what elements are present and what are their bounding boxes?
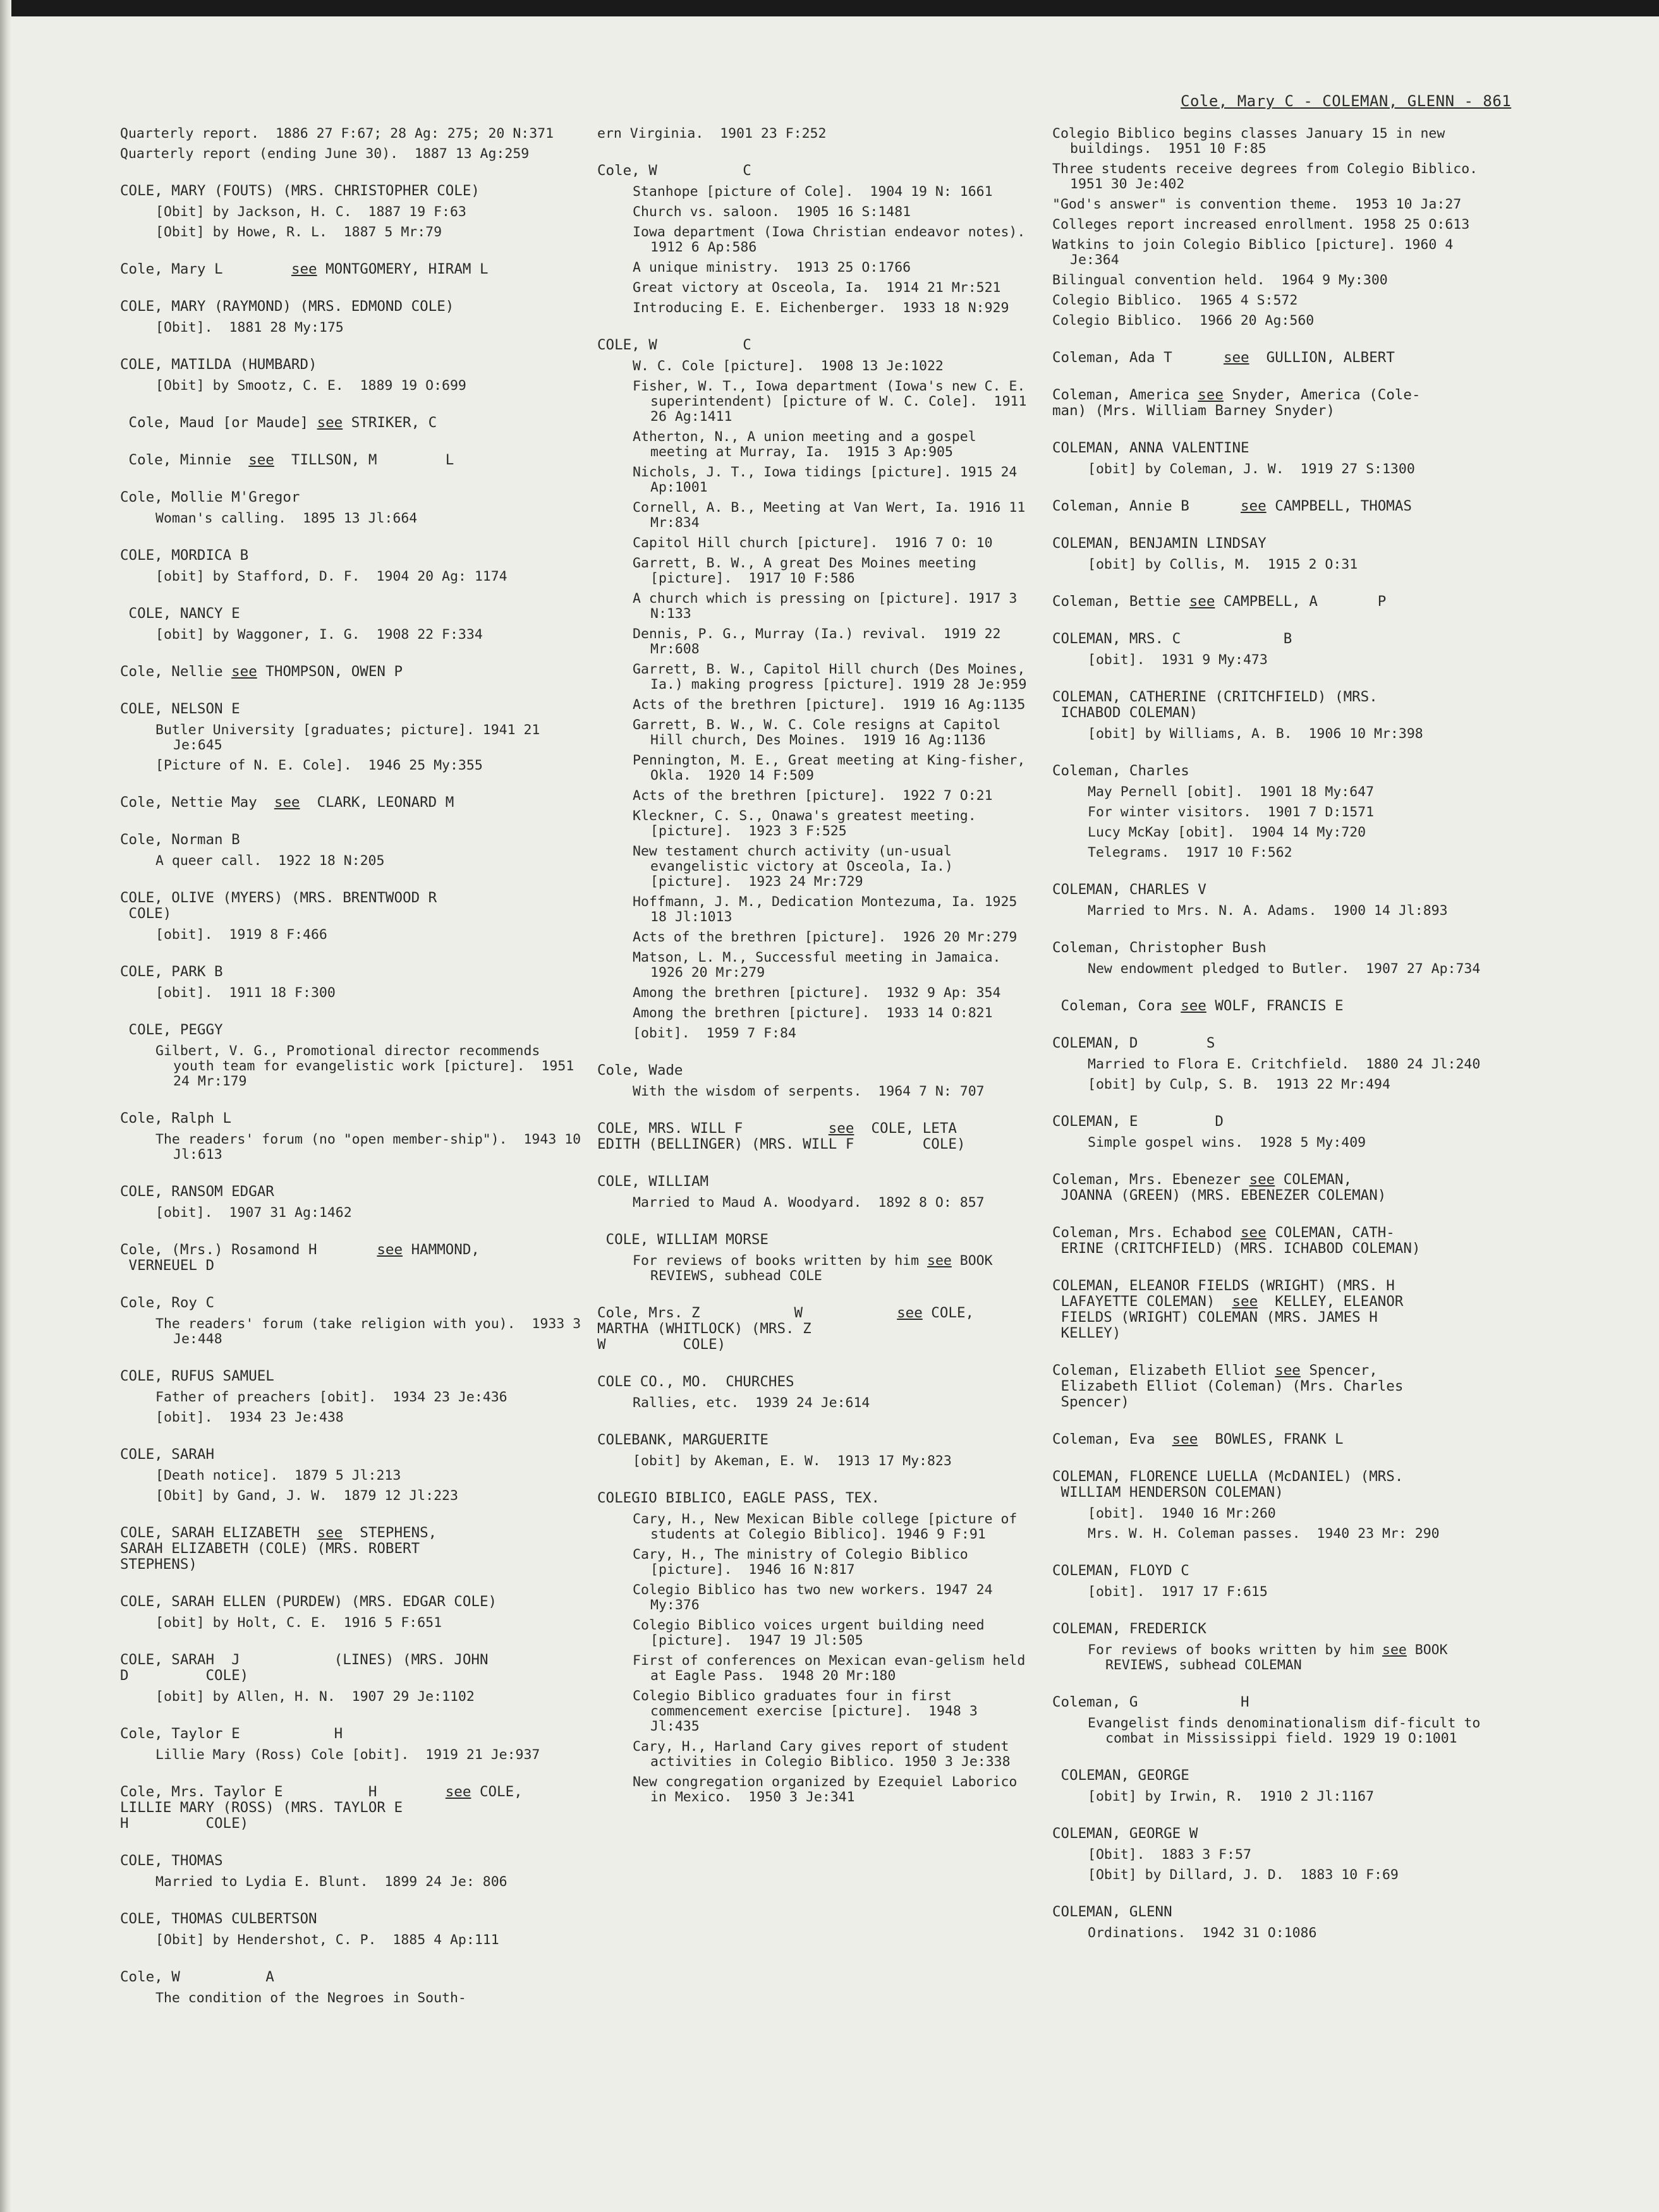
entry-heading: Cole, Mrs. Taylor E H see COLE, LILLIE MARY (ROSS) (MRS. TAYLOR E H COLE) xyxy=(120,1784,523,1832)
citation-line: Married to Mrs. N. A. Adams. 1900 14 Jl:893 xyxy=(1088,903,1448,919)
citation-line: [obit]. 1911 18 F:300 xyxy=(155,985,336,1001)
index-entry xyxy=(1052,387,1495,419)
entry-heading: Coleman, Mrs. Echabod see COLEMAN, CATH- ERINE (CRITCHFIELD) (MRS. ICHABOD COLEMAN) xyxy=(1052,1224,1421,1257)
entry-heading: COLEMAN, GEORGE xyxy=(1052,1767,1189,1784)
citation-line: Cary, H., Harland Cary gives report of student activities in Colegio Biblico. 1950 3 Je:338 xyxy=(633,1739,1018,1770)
index-entry xyxy=(1052,1225,1495,1257)
citation-line: [Obit] by Gand, J. W. 1879 12 Jl:223 xyxy=(155,1488,458,1504)
see-reference: see xyxy=(291,261,317,277)
entry-heading: Cole, Ralph L xyxy=(120,1110,232,1127)
see-reference: see xyxy=(377,1242,403,1258)
entry-heading: Coleman, Charles xyxy=(1052,763,1189,779)
citation-line: First of conferences on Mexican evan-gelism held at Eagle Pass. 1948 20 Mr:180 xyxy=(633,1653,1034,1684)
see-reference: see xyxy=(1223,349,1249,366)
citation-line: Nichols, J. T., Iowa tidings [picture]. 1915 24 Ap:1001 xyxy=(633,464,1026,495)
index-entry xyxy=(120,606,588,643)
see-reference: see xyxy=(1241,1224,1267,1241)
citation-line: Gilbert, V. G., Promotional director recommends youth team for evangelistic work [picture]. 1951 24 Mr:179 xyxy=(155,1043,583,1089)
index-entry xyxy=(120,701,588,773)
citation-line: Colegio Biblico graduates four in first commencement exercise [picture]. 1948 3 Jl:435 xyxy=(633,1688,986,1734)
index-entry xyxy=(120,1295,588,1347)
citation-line: Married to Lydia E. Blunt. 1899 24 Je: 806 xyxy=(155,1874,507,1890)
index-entry xyxy=(1052,689,1495,742)
index-entry xyxy=(597,1232,1027,1284)
citation-line: Lillie Mary (Ross) Cole [obit]. 1919 21 Je:937 xyxy=(155,1747,540,1763)
entry-heading: Cole, Mary L see MONTGOMERY, HIRAM L xyxy=(120,261,489,277)
index-column-2 xyxy=(597,126,1042,1827)
entry-heading: COLE, SARAH J (LINES) (MRS. JOHN D COLE) xyxy=(120,1652,489,1684)
index-entry xyxy=(120,262,588,277)
citation-line: A queer call. 1922 18 N:205 xyxy=(155,853,385,869)
citation-line: Pennington, M. E., Great meeting at King-fisher, Okla. 1920 14 F:509 xyxy=(633,752,1034,783)
index-entry xyxy=(120,1184,588,1221)
index-entry xyxy=(120,1784,588,1832)
citation-line: [Obit] by Smootz, C. E. 1889 19 O:699 xyxy=(155,378,466,394)
see-reference: see xyxy=(1189,593,1215,610)
index-entry xyxy=(597,1174,1027,1211)
citation-line: Acts of the brethren [picture]. 1919 16 Ag:1135 xyxy=(633,697,1026,713)
entry-heading: Coleman, Elizabeth Elliot see Spencer, Elizabeth Elliot (Coleman) (Mrs. Charles Spencer) xyxy=(1052,1362,1404,1410)
entry-heading: Cole, Nellie see THOMPSON, OWEN P xyxy=(120,663,403,680)
entry-heading: COLE, MORDICA B xyxy=(120,547,249,564)
entry-heading: Cole, Wade xyxy=(597,1062,683,1079)
entry-heading: Coleman, Cora see WOLF, FRANCIS E xyxy=(1052,998,1344,1014)
citation-line: [obit]. 1931 9 My:473 xyxy=(1088,652,1268,668)
entry-heading: COLEMAN, ANNA VALENTINE xyxy=(1052,440,1249,456)
scan-top-edge xyxy=(0,0,1659,16)
index-entry xyxy=(120,832,588,869)
citation-line: [Death notice]. 1879 5 Jl:213 xyxy=(155,1468,401,1484)
citation-line: Evangelist finds denominationalism dif-ficult to combat in Mississippi field. 1929 19 O:1001 xyxy=(1088,1715,1489,1746)
index-entry xyxy=(120,1242,588,1274)
citation-line: Matson, L. M., Successful meeting in Jamaica. 1926 20 Mr:279 xyxy=(633,950,1018,981)
index-entry xyxy=(120,1853,588,1890)
index-entry xyxy=(1052,1114,1495,1151)
entry-heading: Cole, Roy C xyxy=(120,1295,215,1311)
citation-line: [obit] by Akeman, E. W. 1913 17 My:823 xyxy=(633,1453,952,1469)
entry-heading: Cole, Nettie May see CLARK, LEONARD M xyxy=(120,794,454,811)
index-entry xyxy=(597,1432,1027,1469)
index-entry xyxy=(120,1594,588,1631)
citation-line: For reviews of books written by him see BOOK REVIEWS, subhead COLE xyxy=(633,1253,1001,1284)
entry-heading: COLEMAN, FLOYD C xyxy=(1052,1562,1189,1579)
index-entry xyxy=(1052,1904,1495,1941)
see-reference: see xyxy=(1172,1431,1198,1447)
index-entry xyxy=(1052,1621,1495,1673)
citation-line: [obit] by Williams, A. B. 1906 10 Mr:398 xyxy=(1088,726,1423,742)
entry-heading: COLE, PEGGY xyxy=(120,1022,223,1038)
citation-line: Simple gospel wins. 1928 5 My:409 xyxy=(1088,1135,1366,1151)
see-reference: see xyxy=(274,794,300,811)
citation-line: [obit]. 1959 7 F:84 xyxy=(633,1025,796,1041)
index-entry xyxy=(1052,1036,1495,1092)
entry-heading: Cole, Mollie M'Gregor xyxy=(120,489,300,505)
citation-line: Acts of the brethren [picture]. 1922 7 O:21 xyxy=(633,788,993,804)
see-reference: see xyxy=(248,452,274,468)
citation-line: Iowa department (Iowa Christian endeavor notes). 1912 6 Ap:586 xyxy=(633,224,1042,255)
index-entry xyxy=(1052,631,1495,668)
citation-line: Colegio Biblico has two new workers. 1947 24 My:376 xyxy=(633,1582,1001,1613)
entry-heading: COLE, MATILDA (HUMBARD) xyxy=(120,356,317,373)
citation-line: W. C. Cole [picture]. 1908 13 Je:1022 xyxy=(633,358,944,374)
index-entry xyxy=(120,415,588,431)
citation-line: [obit] by Stafford, D. F. 1904 20 Ag: 1174 xyxy=(155,569,507,584)
see-reference: see xyxy=(927,1253,952,1269)
citation-line: Cornell, A. B., Meeting at Van Wert, Ia. 1916 11 Mr:834 xyxy=(633,500,1034,531)
see-reference: see xyxy=(897,1305,923,1321)
index-column-1 xyxy=(120,126,588,2028)
see-reference: see xyxy=(317,1525,343,1541)
citation-line: May Pernell [obit]. 1901 18 My:647 xyxy=(1088,784,1375,800)
citation-line: [Obit]. 1883 3 F:57 xyxy=(1088,1847,1251,1863)
entry-heading: COLEMAN, FREDERICK xyxy=(1052,1621,1206,1637)
citation-line: Butler University [graduates; picture]. 1941 21 Je:645 xyxy=(155,722,549,753)
entry-heading: COLE, W C xyxy=(597,337,751,353)
citation-line: [obit]. 1934 23 Je:438 xyxy=(155,1410,344,1425)
citation-line: Married to Maud A. Woodyard. 1892 8 O: 857 xyxy=(633,1195,985,1211)
see-reference: see xyxy=(1382,1642,1407,1658)
entry-heading: COLEMAN, CHARLES V xyxy=(1052,881,1206,898)
index-entry xyxy=(1052,126,1495,329)
entry-heading: COLEGIO BIBLICO, EAGLE PASS, TEX. xyxy=(597,1490,880,1506)
index-entry xyxy=(1052,1172,1495,1204)
index-entry xyxy=(120,1911,588,1948)
index-entry xyxy=(597,1305,1027,1353)
index-entry xyxy=(120,890,588,943)
citation-line: [obit] by Coleman, J. W. 1919 27 S:1300 xyxy=(1088,461,1415,477)
citation-line: Dennis, P. G., Murray (Ia.) revival. 1919 22 Mr:608 xyxy=(633,626,1009,657)
see-reference: see xyxy=(828,1120,854,1137)
entry-heading: COLEMAN, BENJAMIN LINDSAY xyxy=(1052,535,1267,552)
index-entry xyxy=(1052,998,1495,1014)
citation-line: [Obit] by Howe, R. L. 1887 5 Mr:79 xyxy=(155,224,442,240)
index-entry xyxy=(120,357,588,394)
entry-heading: COLE, MRS. WILL F see COLE, LETA EDITH (BELLINGER) (MRS. WILL F COLE) xyxy=(597,1120,966,1152)
index-entry xyxy=(597,1374,1027,1411)
citation-line: Atherton, N., A union meeting and a gospel meeting at Murray, Ia. 1915 3 Ap:905 xyxy=(633,429,985,460)
entry-heading: Cole, Maud [or Maude] see STRIKER, C xyxy=(120,414,437,431)
citation-line: Capitol Hill church [picture]. 1916 7 O: 10 xyxy=(633,535,993,551)
citation-line: Quarterly report. 1886 27 F:67; 28 Ag: 275; 20 N:371 xyxy=(120,126,554,142)
index-entry xyxy=(1052,1768,1495,1804)
citation-line: For winter visitors. 1901 7 D:1571 xyxy=(1088,804,1375,820)
index-entry xyxy=(120,299,588,335)
entry-heading: Cole, Taylor E H xyxy=(120,1725,343,1742)
index-entry xyxy=(1052,940,1495,977)
citation-line: Bilingual convention held. 1964 9 My:300 xyxy=(1052,272,1388,288)
citation-line: [obit] by Culp, S. B. 1913 22 Mr:494 xyxy=(1088,1077,1390,1092)
index-entry xyxy=(120,548,588,584)
entry-heading: Cole, Norman B xyxy=(120,831,240,848)
citation-line: Church vs. saloon. 1905 16 S:1481 xyxy=(633,204,911,220)
entry-heading: Cole, (Mrs.) Rosamond H see HAMMOND, VERNEUEL D xyxy=(120,1242,480,1274)
citation-line: Colleges report increased enrollment. 1958 25 O:613 xyxy=(1052,217,1470,233)
index-entry xyxy=(120,452,588,468)
see-reference: see xyxy=(1275,1362,1301,1379)
entry-heading: Coleman, America see Snyder, America (Cole- man) (Mrs. William Barney Snyder) xyxy=(1052,387,1421,419)
entry-heading: COLEMAN, MRS. C B xyxy=(1052,631,1292,647)
entry-heading: COLE, WILLIAM xyxy=(597,1173,709,1190)
citation-line: Lucy McKay [obit]. 1904 14 My:720 xyxy=(1088,825,1366,840)
entry-heading: COLE, PARK B xyxy=(120,964,223,980)
citation-line: Colegio Biblico. 1965 4 S:572 xyxy=(1052,293,1298,308)
citation-line: Among the brethren [picture]. 1932 9 Ap: 354 xyxy=(633,985,1001,1001)
citation-line: For reviews of books written by him see BOOK REVIEWS, subhead COLEMAN xyxy=(1088,1642,1456,1673)
index-entry xyxy=(597,126,1027,142)
index-entry xyxy=(1052,1695,1495,1746)
citation-line: The condition of the Negroes in South- xyxy=(155,1990,466,2006)
citation-line: Garrett, B. W., A great Des Moines meeting [picture]. 1917 10 F:586 xyxy=(633,555,985,586)
citation-line: Garrett, B. W., W. C. Cole resigns at Capitol Hill church, Des Moines. 1919 16 Ag:1136 xyxy=(633,717,1009,748)
citation-line: Telegrams. 1917 10 F:562 xyxy=(1088,845,1292,861)
index-entry xyxy=(1052,1826,1495,1883)
citation-line: [Obit] by Hendershot, C. P. 1885 4 Ap:111 xyxy=(155,1932,499,1948)
index-entry xyxy=(1052,499,1495,514)
citation-line: New testament church activity (un-usual evangelistic victory at Osceola, Ia.) [picture]. 1923 24 Mr:729 xyxy=(633,843,961,890)
entry-heading: Coleman, Bettie see CAMPBELL, A P xyxy=(1052,593,1387,610)
citation-line: ern Virginia. 1901 23 F:252 xyxy=(597,126,827,142)
index-entry xyxy=(597,1490,1034,1805)
citation-line: [Obit] by Jackson, H. C. 1887 19 F:63 xyxy=(155,204,466,220)
citation-line: New endowment pledged to Butler. 1907 27 Ap:734 xyxy=(1088,961,1481,977)
entry-heading: COLE, MARY (RAYMOND) (MRS. EDMOND COLE) xyxy=(120,298,454,315)
see-reference: see xyxy=(1249,1171,1275,1188)
citation-line: [obit]. 1917 17 F:615 xyxy=(1088,1584,1268,1600)
index-entry xyxy=(1052,1469,1495,1542)
entry-heading: COLE, NELSON E xyxy=(120,701,240,717)
citation-line: A church which is pressing on [picture]. 1917 3 N:133 xyxy=(633,591,1026,622)
citation-line: [Obit] by Dillard, J. D. 1883 10 F:69 xyxy=(1088,1867,1399,1883)
citation-line: Married to Flora E. Critchfield. 1880 24 Jl:240 xyxy=(1088,1056,1481,1072)
entry-heading: COLE, SARAH ELIZABETH see STEPHENS, SARAH ELIZABETH (COLE) (MRS. ROBERT STEPHENS) xyxy=(120,1525,437,1573)
citation-line: [obit] by Collis, M. 1915 2 O:31 xyxy=(1088,557,1358,572)
entry-heading: Coleman, G H xyxy=(1052,1694,1249,1710)
entry-heading: Cole, W A xyxy=(120,1969,274,1985)
index-entry xyxy=(120,1447,588,1504)
index-entry xyxy=(120,183,588,240)
entry-heading: Coleman, Christopher Bush xyxy=(1052,940,1267,956)
citation-line: Garrett, B. W., Capitol Hill church (Des Moines, Ia.) making progress [picture]. 1919 28 Je:959 xyxy=(633,662,1034,692)
see-reference: see xyxy=(1232,1293,1258,1310)
citation-line: The readers' forum (take religion with you). 1933 3 Je:448 xyxy=(155,1316,590,1347)
entry-heading: COLE, MARY (FOUTS) (MRS. CHRISTOPHER COLE) xyxy=(120,183,480,199)
citation-line: Hoffmann, J. M., Dedication Montezuma, Ia. 1925 18 Jl:1013 xyxy=(633,894,1026,925)
entry-heading: COLEBANK, MARGUERITE xyxy=(597,1432,769,1448)
citation-line: Among the brethren [picture]. 1933 14 O:821 xyxy=(633,1005,993,1021)
index-entry xyxy=(597,162,1042,316)
index-entry xyxy=(120,1525,588,1573)
index-entry xyxy=(1052,1432,1495,1447)
citation-line: Colegio Biblico begins classes January 15 in new buildings. 1951 10 F:85 xyxy=(1052,126,1454,157)
index-entry xyxy=(1052,594,1495,610)
index-entry xyxy=(597,337,1035,1041)
citation-line: Father of preachers [obit]. 1934 23 Je:436 xyxy=(155,1389,507,1405)
index-entry xyxy=(120,1726,588,1763)
index-entry xyxy=(120,126,588,162)
index-entry xyxy=(120,1022,588,1089)
entry-heading: COLEMAN, CATHERINE (CRITCHFIELD) (MRS. ICHABOD COLEMAN) xyxy=(1052,689,1378,721)
index-entry xyxy=(1052,350,1495,366)
entry-heading: COLEMAN, D S xyxy=(1052,1035,1215,1051)
citation-line: New congregation organized by Ezequiel Laborico in Mexico. 1950 3 Je:341 xyxy=(633,1774,1026,1805)
index-entry xyxy=(120,1369,588,1425)
entry-heading: COLEMAN, FLORENCE LUELLA (McDANIEL) (MRS. WILLIAM HENDERSON COLEMAN) xyxy=(1052,1468,1404,1501)
index-entry xyxy=(120,1969,588,2006)
citation-line: Cary, H., The ministry of Colegio Biblico [picture]. 1946 16 N:817 xyxy=(633,1547,976,1578)
see-reference: see xyxy=(317,414,343,431)
citation-line: [obit]. 1940 16 Mr:260 xyxy=(1088,1506,1276,1521)
citation-line: Acts of the brethren [picture]. 1926 20 Mr:279 xyxy=(633,929,1018,945)
index-entry xyxy=(120,795,588,811)
citation-line: Rallies, etc. 1939 24 Je:614 xyxy=(633,1395,870,1411)
entry-heading: COLE, RUFUS SAMUEL xyxy=(120,1368,274,1384)
running-head: Cole, Mary C - COLEMAN, GLENN - 861 xyxy=(1181,92,1512,110)
citation-line: Colegio Biblico voices urgent building need [picture]. 1947 19 Jl:505 xyxy=(633,1617,993,1648)
see-reference: see xyxy=(1198,387,1224,403)
index-entry xyxy=(597,1063,1027,1099)
citation-line: With the wisdom of serpents. 1964 7 N: 707 xyxy=(633,1084,985,1099)
index-entry xyxy=(120,964,588,1001)
entry-heading: Cole, Mrs. Z W see COLE, MARTHA (WHITLOCK) (MRS. Z W COLE) xyxy=(597,1305,975,1353)
index-entry xyxy=(1052,1278,1495,1341)
citation-line: Colegio Biblico. 1966 20 Ag:560 xyxy=(1052,313,1315,329)
entry-heading: COLE, OLIVE (MYERS) (MRS. BRENTWOOD R COLE) xyxy=(120,890,437,922)
entry-heading: COLE, SARAH ELLEN (PURDEW) (MRS. EDGAR COLE) xyxy=(120,1593,497,1610)
index-entry xyxy=(1052,882,1495,919)
citation-line: [Picture of N. E. Cole]. 1946 25 My:355 xyxy=(155,758,483,773)
entry-heading: Cole, W C xyxy=(597,162,751,179)
index-entry xyxy=(120,490,588,526)
entry-heading: Coleman, Ada T see GULLION, ALBERT xyxy=(1052,349,1395,366)
entry-heading: Coleman, Annie B see CAMPBELL, THOMAS xyxy=(1052,498,1412,514)
citation-line: [obit] by Irwin, R. 1910 2 Jl:1167 xyxy=(1088,1789,1375,1804)
entry-heading: COLE, RANSOM EDGAR xyxy=(120,1183,274,1200)
entry-heading: COLE, THOMAS xyxy=(120,1852,223,1869)
index-column-3 xyxy=(1052,126,1495,1962)
citation-line: Ordinations. 1942 31 O:1086 xyxy=(1088,1925,1317,1941)
citation-line: Fisher, W. T., Iowa department (Iowa's new C. E. superintendent) [picture of W. C. Cole]. 1911 26 Ag:1411 xyxy=(633,378,1035,425)
index-entry xyxy=(1052,1363,1495,1410)
citation-line: Woman's calling. 1895 13 Jl:664 xyxy=(155,511,418,526)
entry-heading: Cole, Minnie see TILLSON, M L xyxy=(120,452,454,468)
citation-line: Three students receive degrees from Colegio Biblico. 1951 30 Je:402 xyxy=(1052,161,1494,192)
citation-line: Quarterly report (ending June 30). 1887 13 Ag:259 xyxy=(120,146,530,162)
index-entry xyxy=(597,1121,1027,1152)
entry-heading: Coleman, Eva see BOWLES, FRANK L xyxy=(1052,1431,1344,1447)
entry-heading: COLEMAN, GEORGE W xyxy=(1052,1825,1198,1842)
entry-heading: Coleman, Mrs. Ebenezer see COLEMAN, JOANNA (GREEN) (MRS. EBENEZER COLEMAN) xyxy=(1052,1171,1387,1204)
citation-line: [obit] by Waggoner, I. G. 1908 22 F:334 xyxy=(155,627,483,643)
citation-line: [obit] by Holt, C. E. 1916 5 F:651 xyxy=(155,1615,442,1631)
index-entry xyxy=(1052,1563,1495,1600)
entry-heading: COLE CO., MO. CHURCHES xyxy=(597,1374,794,1390)
entry-heading: COLE, THOMAS CULBERTSON xyxy=(120,1911,317,1927)
entry-heading: COLEMAN, E D xyxy=(1052,1113,1224,1130)
scan-left-edge xyxy=(0,0,11,2212)
index-entry xyxy=(1052,440,1495,477)
entry-heading: COLEMAN, GLENN xyxy=(1052,1904,1172,1920)
citation-line: [Obit]. 1881 28 My:175 xyxy=(155,320,344,335)
entry-heading: COLE, SARAH xyxy=(120,1446,215,1463)
entry-heading: COLE, WILLIAM MORSE xyxy=(597,1231,769,1248)
citation-line: Cary, H., New Mexican Bible college [picture of students at Colegio Biblico]. 1946 9 F:91 xyxy=(633,1511,1026,1542)
citation-line: Mrs. W. H. Coleman passes. 1940 23 Mr: 290 xyxy=(1088,1526,1440,1542)
citation-line: Watkins to join Colegio Biblico [picture]. 1960 4 Je:364 xyxy=(1052,237,1462,268)
index-entry xyxy=(1052,763,1495,861)
see-reference: see xyxy=(1181,998,1206,1014)
citation-line: [obit]. 1907 31 Ag:1462 xyxy=(155,1205,352,1221)
see-reference: see xyxy=(231,663,257,680)
citation-line: The readers' forum (no "open member-ship"). 1943 10 Jl:613 xyxy=(155,1132,590,1163)
see-reference: see xyxy=(445,1784,471,1800)
see-reference: see xyxy=(1241,498,1267,514)
citation-line: Introducing E. E. Eichenberger. 1933 18 N:929 xyxy=(633,300,1009,316)
citation-line: Great victory at Osceola, Ia. 1914 21 Mr:521 xyxy=(633,280,1001,296)
citation-line: Stanhope [picture of Cole]. 1904 19 N: 1661 xyxy=(633,184,993,200)
index-entry xyxy=(120,1652,588,1705)
index-entry xyxy=(120,664,588,680)
entry-heading: COLE, NANCY E xyxy=(120,605,240,622)
index-entry xyxy=(1052,536,1495,572)
entry-heading: COLEMAN, ELEANOR FIELDS (WRIGHT) (MRS. H LAFAYETTE COLEMAN) see KELLEY, ELEANOR FIELDS (WRIGHT) COLEMAN (MRS. JAMES H KELLEY) xyxy=(1052,1278,1404,1341)
citation-line: "God's answer" is convention theme. 1953 10 Ja:27 xyxy=(1052,196,1462,212)
citation-line: A unique ministry. 1913 25 O:1766 xyxy=(633,260,911,275)
citation-line: [obit] by Allen, H. N. 1907 29 Je:1102 xyxy=(155,1689,475,1705)
index-entry xyxy=(120,1111,588,1163)
citation-line: [obit]. 1919 8 F:466 xyxy=(155,927,327,943)
citation-line: Kleckner, C. S., Onawa's greatest meeting. [picture]. 1923 3 F:525 xyxy=(633,808,985,839)
